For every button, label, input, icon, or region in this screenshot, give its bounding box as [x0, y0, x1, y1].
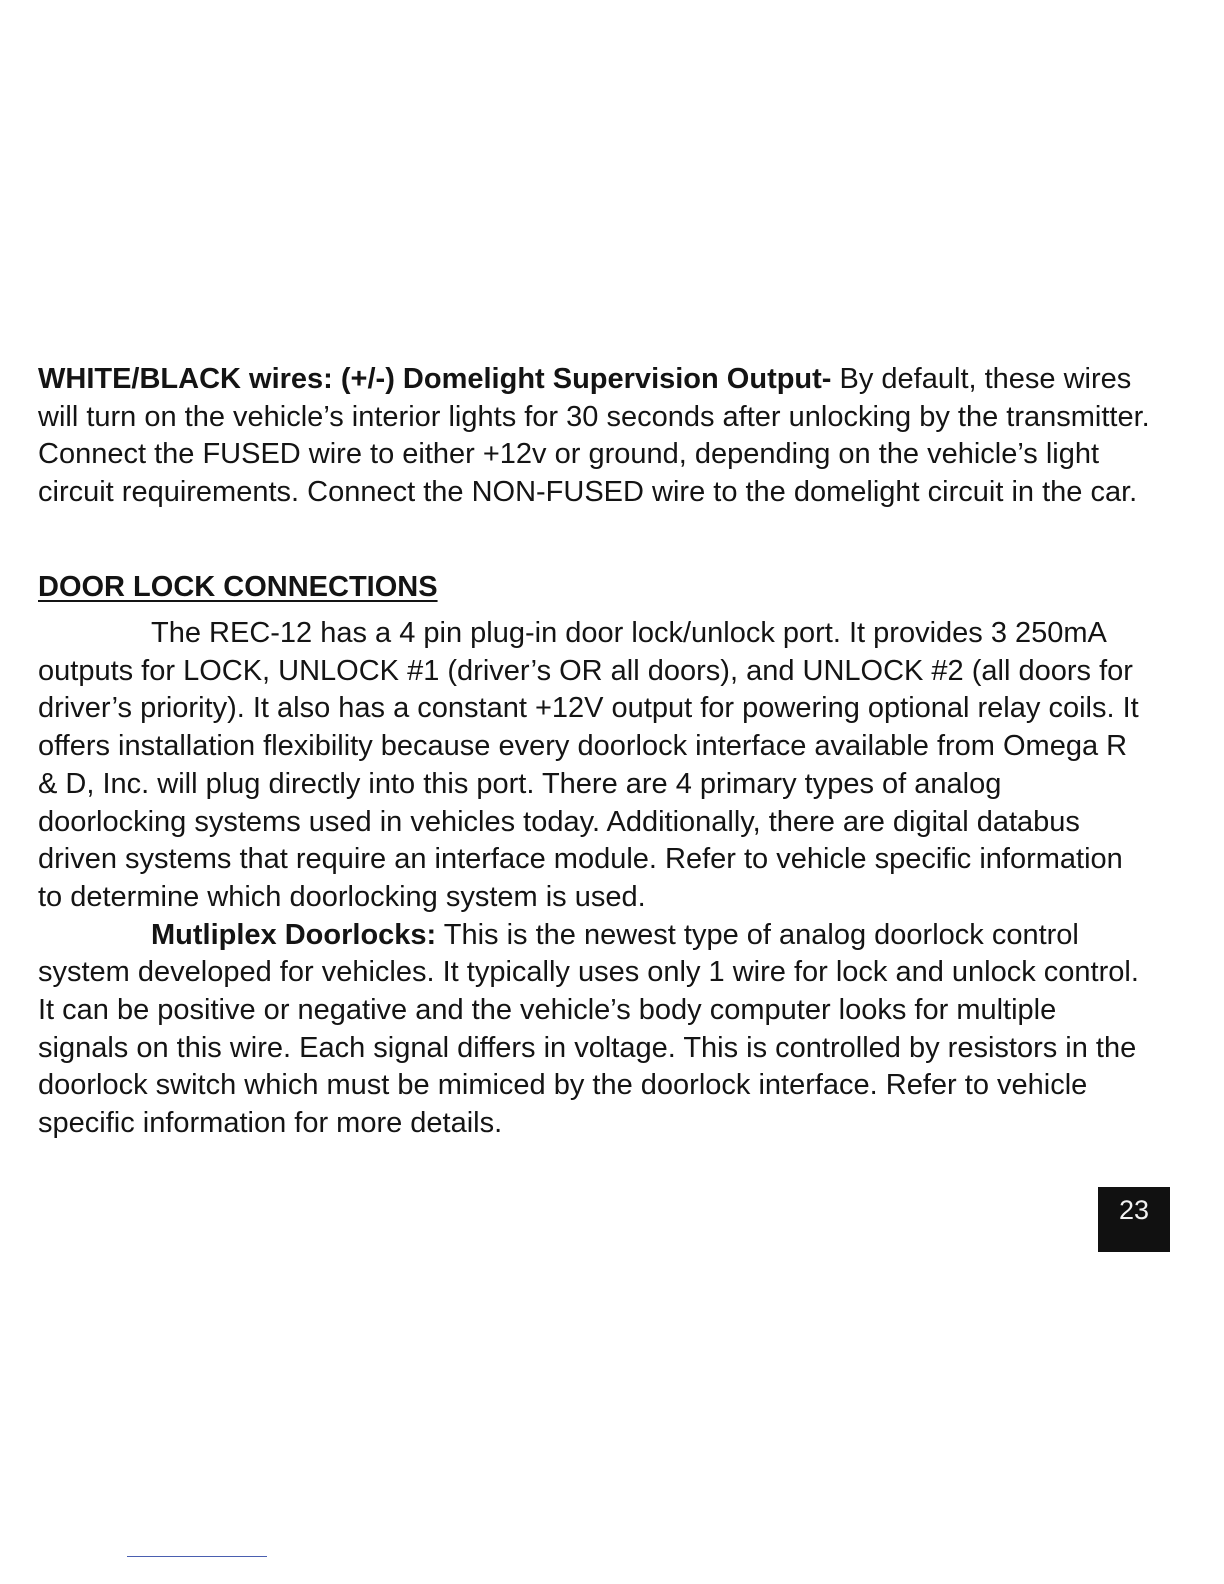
door-lock-heading: DOOR LOCK CONNECTIONS — [38, 571, 438, 603]
multiplex-paragraph — [38, 917, 1153, 1143]
domelight-paragraph — [38, 361, 1153, 512]
domelight-section — [38, 361, 1153, 512]
multiplex-lead: Mutliplex Doorlocks: — [151, 918, 437, 951]
footer-rule — [127, 1556, 267, 1557]
door-lock-intro: The REC-12 has a 4 pin plug-in door lock/unlock port. It provides 3 250mA outputs for LOCK, UNLOCK #1 (driver’s OR all doors), and UNLOCK #2 (all doors for driver’s priority). It also has a constant +12V output for powering optional relay coils. It offers installation flexibility because every doorlock interface available from Omega R & D, Inc. will plug directly into this port. There are 4 primary types of analog doorlocking systems used in vehicles today. Additionally, there are digital databus driven systems that require an interface module. Refer to vehicle specific information to determine which doorlocking system is used. — [38, 617, 1139, 913]
domelight-lead: WHITE/BLACK wires: (+/-) Domelight Supervision Output- — [38, 363, 832, 395]
domelight-body: By default, these wires will turn on the vehicle’s interior lights for 30 seconds after unlocking by the transmitter. Connect the FUSED wire to either +12v or ground, depending on the vehicle’s light circuit requirements. Connect the NON-FUSED wire to the domelight circuit in the car. — [38, 363, 1150, 509]
door-lock-section — [38, 615, 1153, 1143]
page-number-badge: 23 — [1098, 1187, 1170, 1252]
multiplex-body: This is the newest type of analog doorlock control system developed for vehicles. It typically uses only 1 wire for lock and unlock control. It can be positive or negative and the vehicle’s body computer looks for multiple signals on this wire. Each signal differs in voltage. This is controlled by resistors in the doorlock switch which must be mimiced by the doorlock interface. Refer to vehicle specific information for more details. — [38, 918, 1139, 1140]
